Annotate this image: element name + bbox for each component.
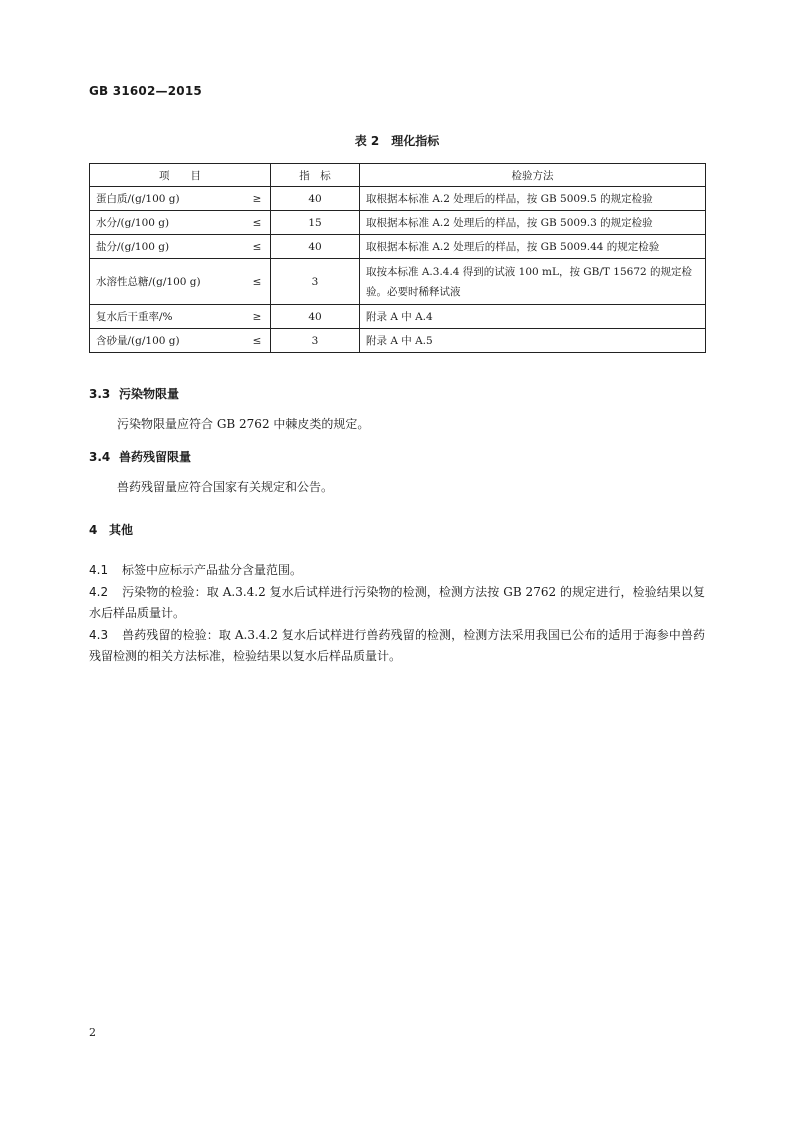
section-number: 4: [89, 523, 98, 537]
section-3-4-heading: [89, 448, 191, 465]
comparison-symbol: ≤: [252, 240, 262, 253]
clause-4-1: [89, 560, 705, 581]
test-method: 取根据本标准 A.2 处理后的样品，按 GB 5009.3 的规定检验: [360, 211, 706, 235]
section-title: 其他: [109, 523, 134, 537]
clause-number: 4.2: [89, 585, 109, 599]
test-method: 取按本标准 A.3.4.4 得到的试液 100 mL，按 GB/T 15672 的规定检验。必要时稀释试液: [360, 259, 706, 305]
item-cell: [90, 211, 271, 235]
table-row: [90, 329, 706, 353]
item-cell: [90, 235, 271, 259]
table-row: [90, 187, 706, 211]
table-title: 表 2 理化指标: [354, 134, 440, 148]
section-3-3-body: 污染物限量应符合 GB 2762 中棘皮类的规定。: [117, 417, 370, 431]
clause-text: 污染物的检验：取 A.3.4.2 复水后试样进行污染物的检测，检测方法按 GB 2762 的规定进行，检验结果以复水后样品质量计。: [89, 585, 705, 620]
item-label: 复水后干重率/%: [96, 311, 173, 323]
comparison-symbol: ≤: [252, 216, 262, 229]
column-header-indicator: 指 标: [271, 164, 360, 187]
section-number: 3.3: [89, 387, 111, 401]
indicator-value: 15: [271, 211, 360, 235]
table-row: [90, 259, 706, 305]
standard-number: GB 31602—2015: [89, 84, 202, 98]
comparison-symbol: ≤: [252, 334, 262, 347]
section-number: 3.4: [89, 450, 111, 464]
column-header-method: 检验方法: [360, 164, 706, 187]
section-title: 污染物限量: [119, 387, 180, 401]
section-4-heading: [89, 521, 133, 538]
test-method: 附录 A 中 A.4: [360, 305, 706, 329]
test-method: 附录 A 中 A.5: [360, 329, 706, 353]
physicochemical-indicators-table: [89, 163, 706, 353]
section-3-3-heading: [89, 385, 179, 402]
item-label: 盐分/(g/100 g): [96, 241, 170, 253]
clause-number: 4.1: [89, 563, 109, 577]
test-method: 取根据本标准 A.2 处理后的样品，按 GB 5009.5 的规定检验: [360, 187, 706, 211]
section-3-4-body: 兽药残留量应符合国家有关规定和公告。: [117, 480, 334, 494]
indicator-value: 40: [271, 187, 360, 211]
indicator-value: 40: [271, 235, 360, 259]
item-cell: [90, 187, 271, 211]
clause-4-2: [89, 582, 705, 624]
comparison-symbol: ≥: [252, 310, 262, 323]
column-header-item: 项 目: [90, 164, 271, 187]
table-header-row: [90, 164, 706, 187]
page-number: 2: [89, 1026, 96, 1039]
item-label: 蛋白质/(g/100 g): [96, 193, 180, 205]
item-label: 水溶性总糖/(g/100 g): [96, 276, 201, 288]
item-label: 含砂量/(g/100 g): [96, 335, 180, 347]
item-cell: [90, 305, 271, 329]
table-row: [90, 235, 706, 259]
table-row: [90, 211, 706, 235]
section-title: 兽药残留限量: [119, 450, 192, 464]
item-cell: [90, 329, 271, 353]
item-label: 水分/(g/100 g): [96, 217, 170, 229]
clause-text: 标签中应标示产品盐分含量范围。: [122, 563, 303, 577]
test-method: 取根据本标准 A.2 处理后的样品，按 GB 5009.44 的规定检验: [360, 235, 706, 259]
item-cell: [90, 259, 271, 305]
indicator-value: 3: [271, 259, 360, 305]
indicator-value: 3: [271, 329, 360, 353]
comparison-symbol: ≥: [252, 192, 262, 205]
indicator-value: 40: [271, 305, 360, 329]
clause-4-3: [89, 625, 705, 667]
table-row: [90, 305, 706, 329]
comparison-symbol: ≤: [252, 275, 262, 288]
clause-number: 4.3: [89, 628, 109, 642]
clause-text: 兽药残留的检验：取 A.3.4.2 复水后试样进行兽药残留的检测，检测方法采用我国已公布的适用于海参中兽药残留检测的相关方法标准，检验结果以复水后样品质量计。: [89, 628, 705, 663]
